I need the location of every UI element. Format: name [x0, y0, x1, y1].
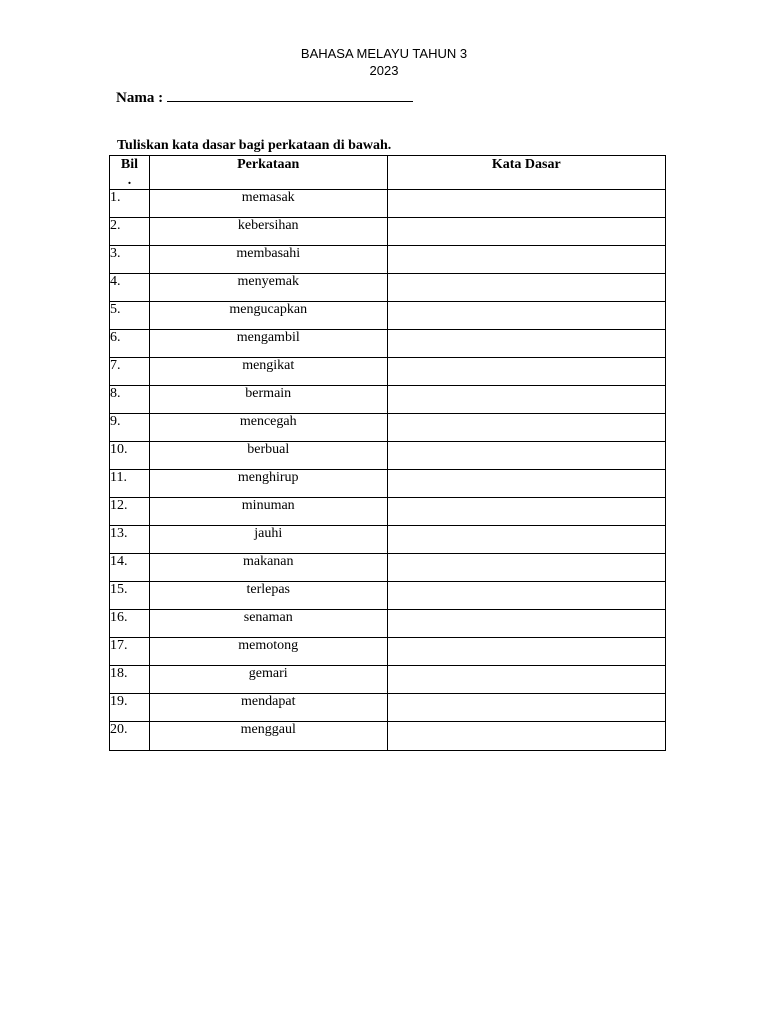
bil-cell: 20.: [110, 722, 150, 751]
kata-dasar-answer-cell[interactable]: [387, 666, 665, 694]
table-row: [110, 554, 666, 582]
kata-dasar-answer-cell[interactable]: [387, 274, 665, 302]
word-table: [109, 155, 666, 751]
bil-cell: 9.: [110, 414, 150, 442]
worksheet-title: BAHASA MELAYU TAHUN 3: [300, 46, 468, 61]
bil-cell: 11.: [110, 470, 150, 498]
name-label: Nama :: [116, 90, 164, 106]
table-row: [110, 638, 666, 666]
perkataan-cell: kebersihan: [149, 218, 387, 246]
perkataan-cell: bermain: [149, 386, 387, 414]
kata-dasar-answer-cell[interactable]: [387, 638, 665, 666]
table-header-row: [110, 156, 666, 190]
bil-cell: 16.: [110, 610, 150, 638]
perkataan-cell: mendapat: [149, 694, 387, 722]
column-header-kata-dasar: Kata Dasar: [387, 156, 665, 190]
bil-cell: 17.: [110, 638, 150, 666]
table-row: [110, 610, 666, 638]
kata-dasar-answer-cell[interactable]: [387, 246, 665, 274]
bil-header-line2: .: [127, 173, 132, 188]
bil-cell: 14.: [110, 554, 150, 582]
perkataan-cell: mengucapkan: [149, 302, 387, 330]
kata-dasar-answer-cell[interactable]: [387, 694, 665, 722]
perkataan-cell: menggaul: [149, 722, 387, 751]
kata-dasar-answer-cell[interactable]: [387, 190, 665, 218]
bil-cell: 8.: [110, 386, 150, 414]
table-row: [110, 190, 666, 218]
table-row: [110, 722, 666, 751]
perkataan-cell: senaman: [149, 610, 387, 638]
kata-dasar-answer-cell[interactable]: [387, 470, 665, 498]
bil-header-line1: Bil: [120, 157, 139, 172]
bil-cell: 2.: [110, 218, 150, 246]
table-row: [110, 470, 666, 498]
perkataan-cell: gemari: [149, 666, 387, 694]
bil-cell: 5.: [110, 302, 150, 330]
column-header-bil: [110, 156, 150, 190]
perkataan-cell: mencegah: [149, 414, 387, 442]
bil-cell: 10.: [110, 442, 150, 470]
table-row: [110, 358, 666, 386]
perkataan-cell: memotong: [149, 638, 387, 666]
bil-cell: 3.: [110, 246, 150, 274]
perkataan-cell: mengambil: [149, 330, 387, 358]
bil-cell: 6.: [110, 330, 150, 358]
perkataan-cell: menghirup: [149, 470, 387, 498]
name-blank-line[interactable]: [167, 88, 413, 102]
bil-cell: 13.: [110, 526, 150, 554]
bil-cell: 7.: [110, 358, 150, 386]
perkataan-cell: makanan: [149, 554, 387, 582]
perkataan-cell: minuman: [149, 498, 387, 526]
bil-cell: 15.: [110, 582, 150, 610]
perkataan-cell: mengikat: [149, 358, 387, 386]
table-row: [110, 442, 666, 470]
bil-cell: 19.: [110, 694, 150, 722]
table-row: [110, 246, 666, 274]
kata-dasar-answer-cell[interactable]: [387, 722, 665, 751]
name-field-row: [116, 88, 413, 107]
bil-cell: 1.: [110, 190, 150, 218]
perkataan-cell: memasak: [149, 190, 387, 218]
table-row: [110, 302, 666, 330]
instruction-text: Tuliskan kata dasar bagi perkataan di bawah.: [117, 138, 392, 153]
perkataan-cell: jauhi: [149, 526, 387, 554]
table-row: [110, 498, 666, 526]
kata-dasar-answer-cell[interactable]: [387, 610, 665, 638]
table-row: [110, 330, 666, 358]
table-row: [110, 218, 666, 246]
kata-dasar-answer-cell[interactable]: [387, 414, 665, 442]
perkataan-cell: membasahi: [149, 246, 387, 274]
table-row: [110, 414, 666, 442]
perkataan-cell: menyemak: [149, 274, 387, 302]
column-header-perkataan: Perkataan: [149, 156, 387, 190]
kata-dasar-answer-cell[interactable]: [387, 358, 665, 386]
table-row: [110, 694, 666, 722]
bil-cell: 18.: [110, 666, 150, 694]
kata-dasar-answer-cell[interactable]: [387, 218, 665, 246]
kata-dasar-answer-cell[interactable]: [387, 302, 665, 330]
kata-dasar-answer-cell[interactable]: [387, 442, 665, 470]
kata-dasar-answer-cell[interactable]: [387, 554, 665, 582]
table-row: [110, 526, 666, 554]
bil-cell: 12.: [110, 498, 150, 526]
worksheet-year: 2023: [369, 63, 399, 78]
table-row: [110, 582, 666, 610]
kata-dasar-answer-cell[interactable]: [387, 498, 665, 526]
table-row: [110, 666, 666, 694]
perkataan-cell: terlepas: [149, 582, 387, 610]
kata-dasar-answer-cell[interactable]: [387, 582, 665, 610]
bil-cell: 4.: [110, 274, 150, 302]
kata-dasar-answer-cell[interactable]: [387, 386, 665, 414]
perkataan-cell: berbual: [149, 442, 387, 470]
kata-dasar-answer-cell[interactable]: [387, 330, 665, 358]
table-row: [110, 386, 666, 414]
kata-dasar-answer-cell[interactable]: [387, 526, 665, 554]
table-row: [110, 274, 666, 302]
